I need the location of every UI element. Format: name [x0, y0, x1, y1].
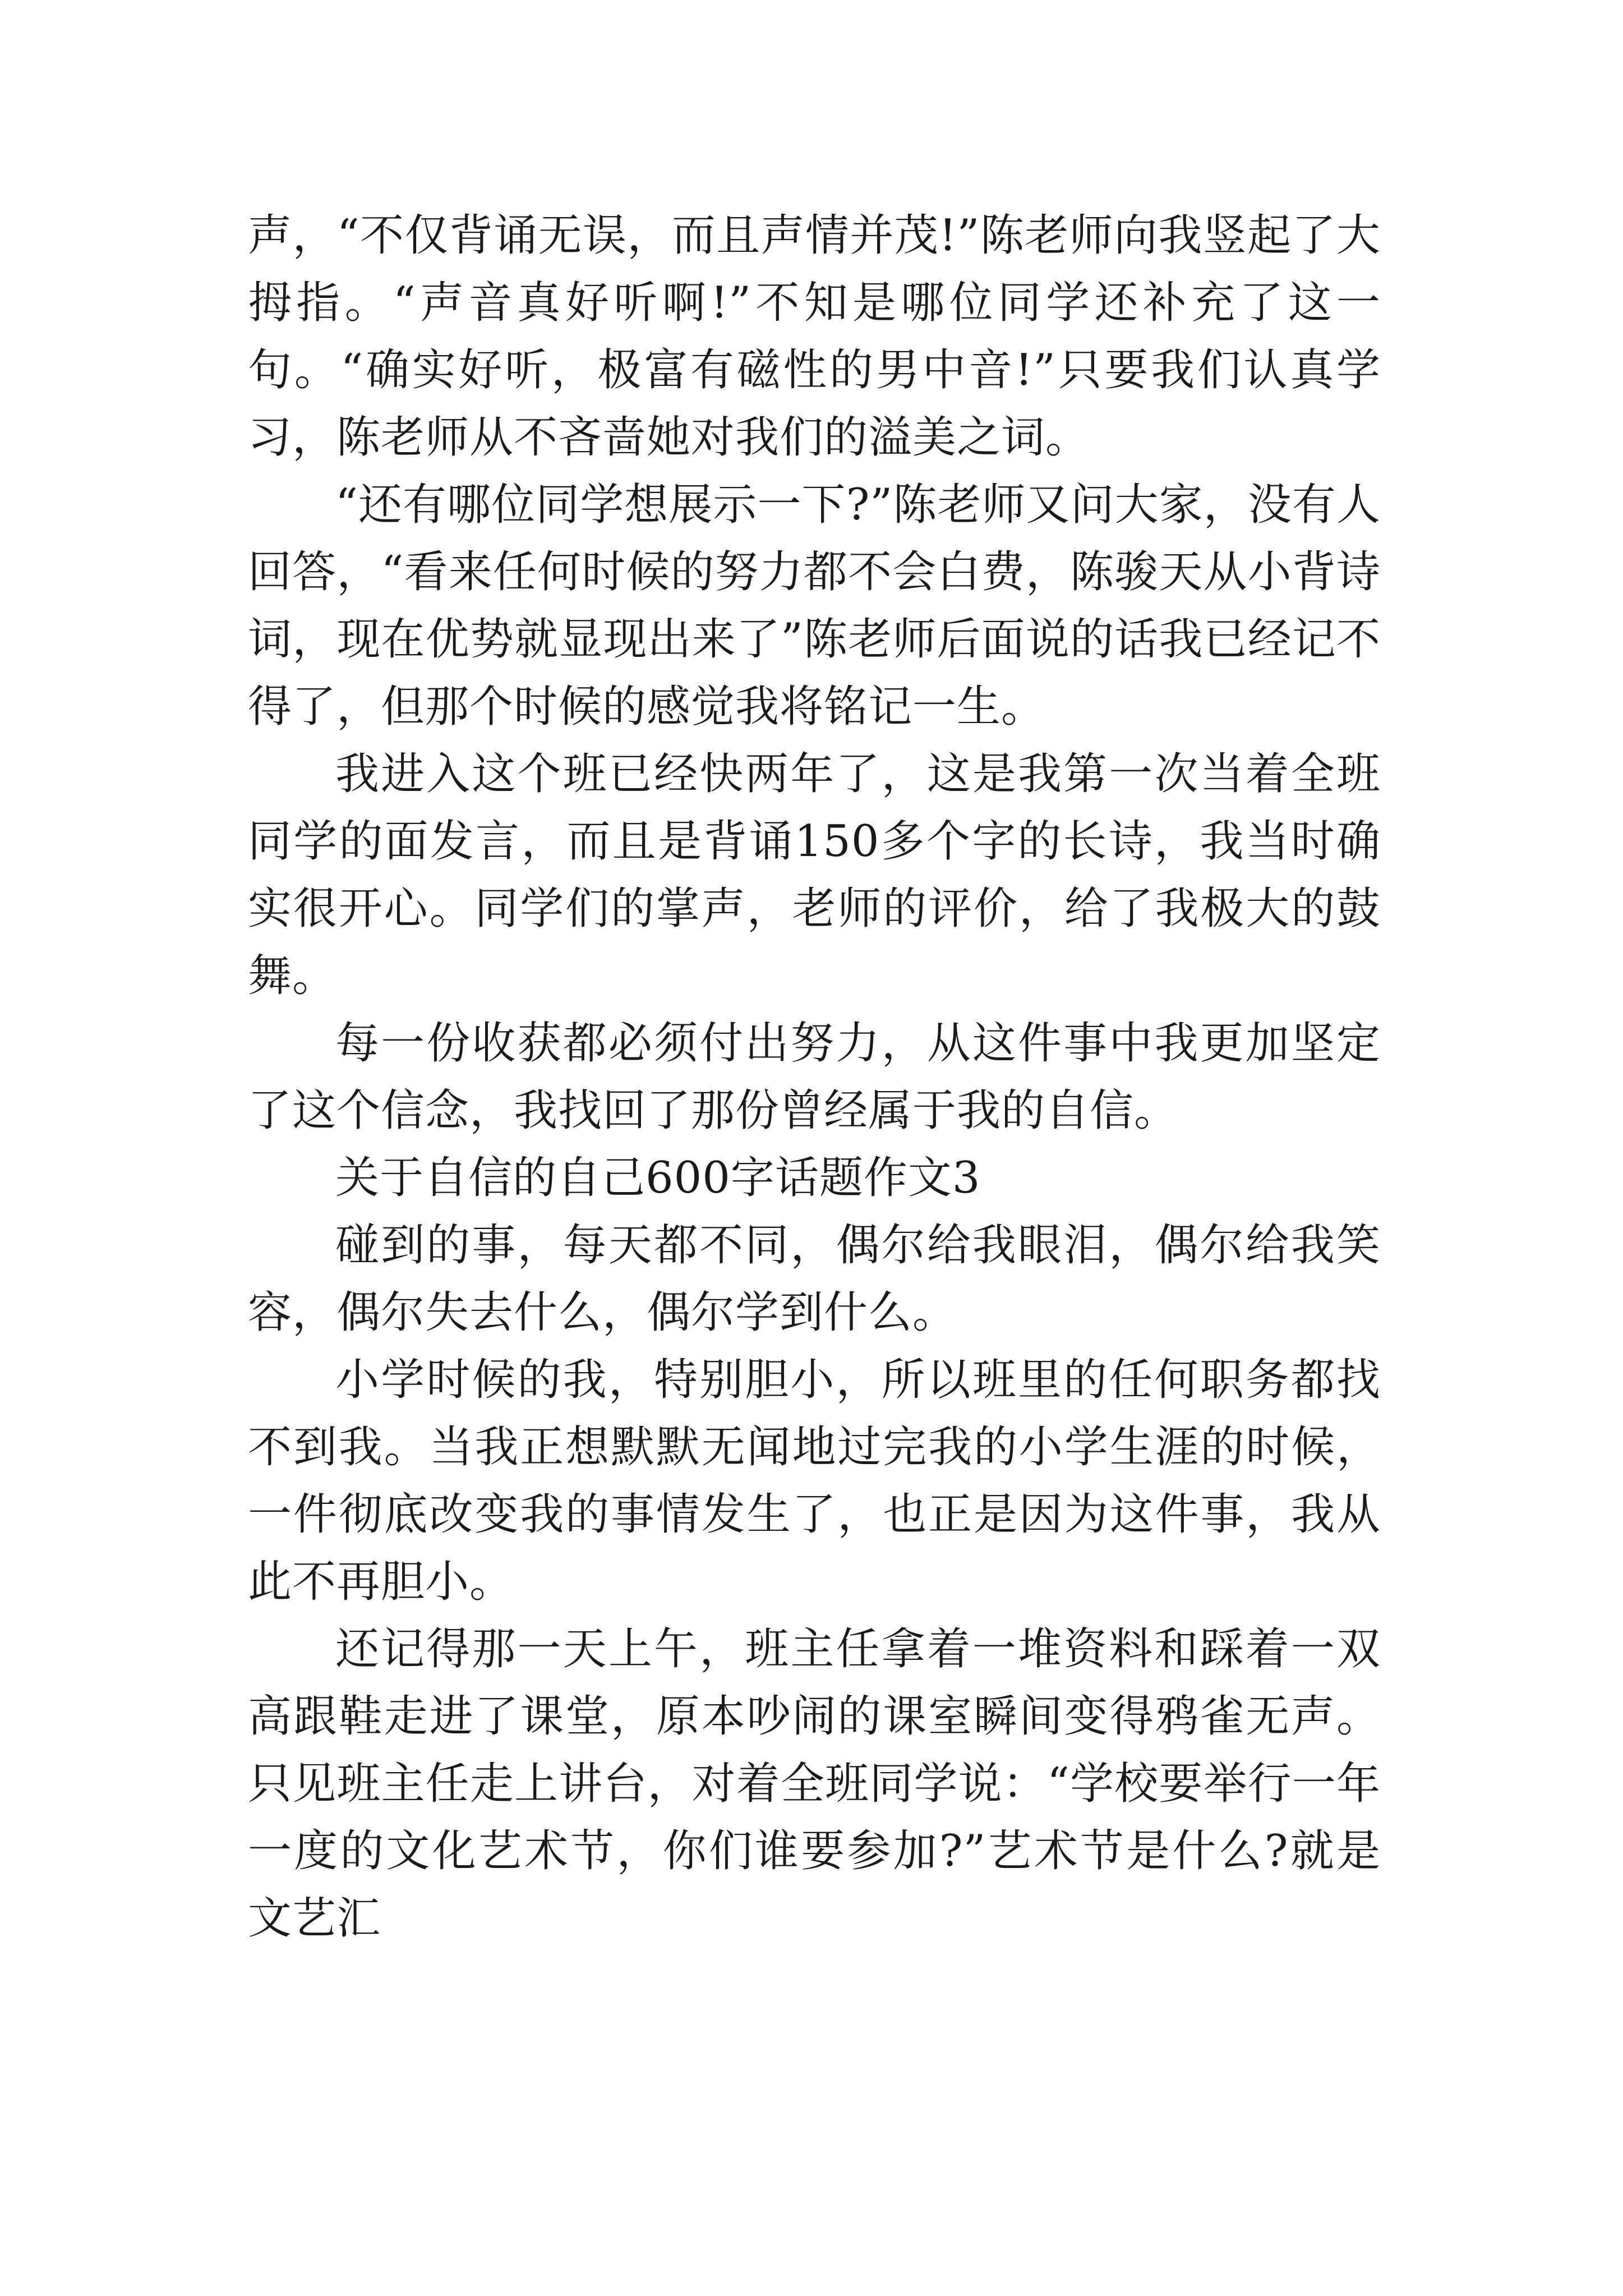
paragraph-5: 碰到的事，每天都不同，偶尔给我眼泪，偶尔给我笑容，偶尔失去什么，偶尔学到什么。 — [248, 1220, 1381, 1338]
section-heading: 关于自信的自己600字话题作文3 — [335, 1153, 981, 1203]
paragraph-7: 还记得那一天上午，班主任拿着一堆资料和踩着一双高跟鞋走进了课堂，原本吵闹的课室瞬间变得鸦雀无声。只见班主任走上讲台，对着全班同学说：“学校要举行一年一度的文化艺术节，你们谁要参加?”艺术节是什么?就是文艺汇 — [248, 1624, 1381, 1944]
paragraph-6: 小学时候的我，特别胆小，所以班里的任何职务都找不到我。当我正想默默无闻地过完我的小学生涯的时候，一件彻底改变我的事情发生了，也正是因为这件事，我从此不再胆小。 — [248, 1355, 1381, 1607]
paragraph-3: 我进入这个班已经快两年了，这是我第一次当着全班同学的面发言，而且是背诵150多个字的长诗，我当时确实很开心。同学们的掌声，老师的评价，给了我极大的鼓舞。 — [248, 749, 1381, 1001]
paragraph-4: 每一份收获都必须付出努力，从这件事中我更加坚定了这个信念，我找回了那份曾经属于我的自信。 — [248, 1018, 1381, 1136]
text-column — [248, 202, 1381, 1952]
paragraph-2: “还有哪位同学想展示一下?”陈老师又问大家，没有人回答，“看来任何时候的努力都不会白费，陈骏天从小背诗词，现在优势就显现出来了”陈老师后面说的话我已经记不得了，但那个时候的感觉我将铭记一生。 — [248, 480, 1381, 732]
paragraph-1: 声，“不仅背诵无误，而且声情并茂!”陈老师向我竖起了大拇指。“声音真好听啊!”不知是哪位同学还补充了这一句。“确实好听，极富有磁性的男中音!”只要我们认真学习，陈老师从不吝啬她对我们的溢美之词。 — [248, 210, 1381, 463]
